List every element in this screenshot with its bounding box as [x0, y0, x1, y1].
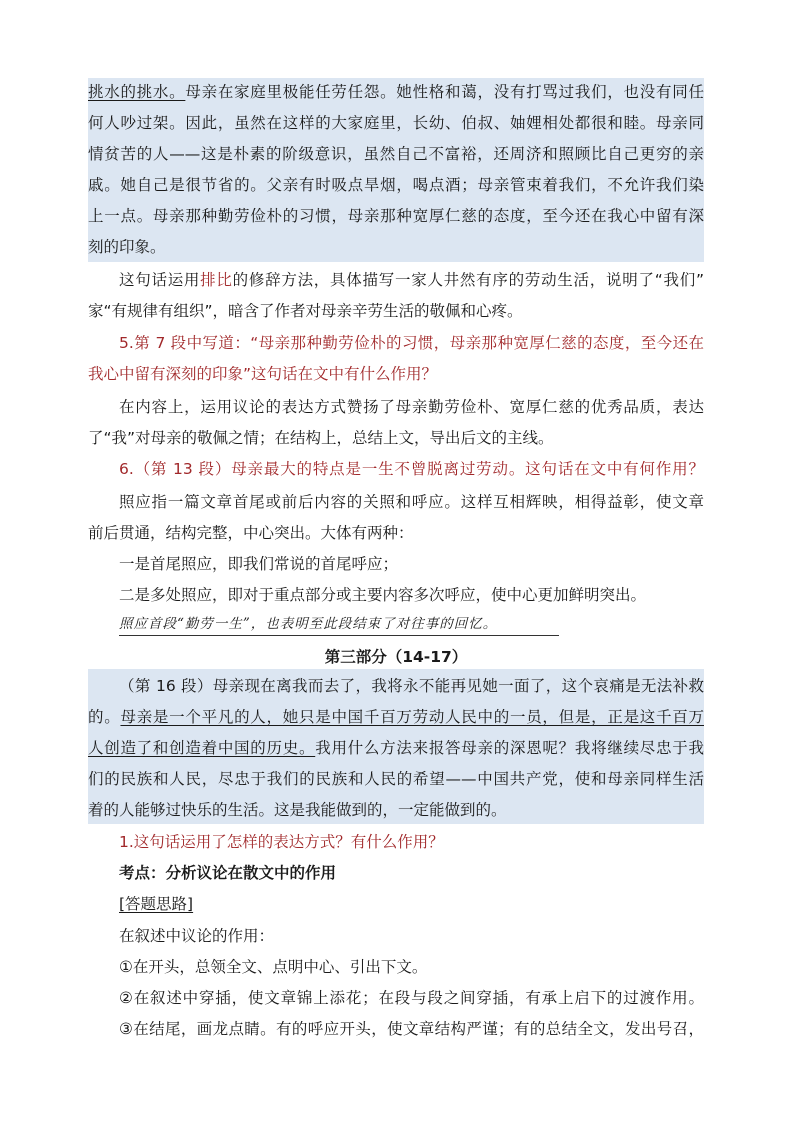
approach-line-3: ②在叙述中穿插，使文章锦上添花；在段与段之间穿插，有承上启下的过渡作用。 [119, 989, 704, 1007]
passage1-line-2: 何人吵过架。因此，虽然在这样的大家庭里，长幼、伯叔、妯娌相处都很和睦。母亲同 [88, 114, 704, 132]
question-5-line-2: 我心中留有深刻的印象”这句话在文中有什么作用？ [88, 365, 438, 383]
underlined-phrase: 挑水的挑水。 [88, 83, 186, 101]
approach-line-2: ①在开头，总领全文、点明中心、引出下文。 [119, 958, 428, 976]
passage1-line-1: 挑水的挑水。母亲在家庭里极能任劳任怨。她性格和蔼，没有打骂过我们，也没有同任 [88, 83, 704, 101]
answer-parallel-line-1: 这句话运用排比的修辞方法，具体描写一家人井然有序的劳动生活，说明了“我们” [119, 271, 704, 289]
approach-line-1: 在叙述中议论的作用： [119, 927, 275, 945]
passage2-line-5: 着的人能够过快乐的生活。这是我能做到的，一定能做到的。 [88, 801, 507, 819]
passage2-line-1: （第 16 段）母亲现在离我而去了，我将永不能再见她一面了，这个哀痛是无法补救 [119, 677, 704, 695]
answer-6-line-4: 二是多处照应，即对于重点部分或主要内容多次呼应，使中心更加鲜明突出。 [119, 586, 647, 604]
question-1: 1.这句话运用了怎样的表达方式？有什么作用？ [119, 833, 444, 851]
answer-parallel-line-2: 家“有规律有组织”，暗含了作者对母亲辛劳生活的敬佩和心疼。 [88, 302, 523, 320]
question-5-line-1: 5.第 7 段中写道：“母亲那种勤劳俭朴的习惯，母亲那种宽厚仁慈的态度，至今还在 [119, 334, 704, 352]
rhetoric-term: 排比 [200, 271, 233, 289]
passage-highlight [88, 78, 704, 262]
passage2-line-4: 们的民族和人民，尽忠于我们的民族和人民的希望——中国共产党，使和母亲同样生活 [88, 770, 704, 788]
handwritten-note: 照应首段“勤劳一生”，也表明至此段结束了对往事的回忆。 [119, 614, 559, 636]
underlined-sentence-end: 人创造了和创造着中国的历史。 [88, 739, 316, 757]
part-3-title: 第三部分（14-17） [324, 648, 468, 666]
passage2-line-3: 人创造了和创造着中国的历史。我用什么方法来报答母亲的深恩呢？我将继续尽忠于我 [88, 739, 704, 757]
passage1-line-6: 刻的印象。 [88, 238, 166, 256]
answer-5-line-2: 了“我”对母亲的敬佩之情；在结构上，总结上文，导出后文的主线。 [88, 429, 554, 447]
answer-6-line-1: 照应指一篇文章首尾或前后内容的关照和呼应。这样互相辉映，相得益彰，使文章 [119, 493, 704, 511]
passage1-line-3: 情贫苦的人——这是朴素的阶级意识，虽然自己不富裕，还周济和照顾比自己更穷的亲 [88, 145, 704, 163]
exam-point: 考点：分析议论在散文中的作用 [119, 864, 337, 882]
underlined-sentence: 母亲是一个平凡的人，她只是中国千百万劳动人民中的一员，但是，正是这千百万 [120, 708, 704, 726]
answer-5-line-1: 在内容上，运用议论的表达方式赞扬了母亲勤劳俭朴、宽厚仁慈的优秀品质，表达 [119, 398, 704, 416]
passage2-line-2: 的。母亲是一个平凡的人，她只是中国千百万劳动人民中的一员，但是，正是这千百万 [88, 708, 704, 726]
answer-6-line-3: 一是首尾照应，即我们常说的首尾呼应； [119, 555, 399, 573]
approach-line-4: ③在结尾，画龙点睛。有的呼应开头，使文章结构严谨；有的总结全文，发出号召， [119, 1020, 704, 1038]
passage1-line-4: 戚。她自己是很节省的。父亲有时吸点旱烟，喝点酒；母亲管束着我们，不允许我们染 [88, 176, 704, 194]
passage1-line-5: 上一点。母亲那种勤劳俭朴的习惯，母亲那种宽厚仁慈的态度，至今还在我心中留有深 [88, 207, 704, 225]
question-6: 6.（第 13 段）母亲最大的特点是一生不曾脱离过劳动。这句话在文中有何作用？ [119, 460, 704, 478]
answer-approach-label: [答题思路] [119, 895, 194, 913]
answer-6-line-2: 前后贯通，结构完整，中心突出。大体有两种： [88, 524, 414, 542]
